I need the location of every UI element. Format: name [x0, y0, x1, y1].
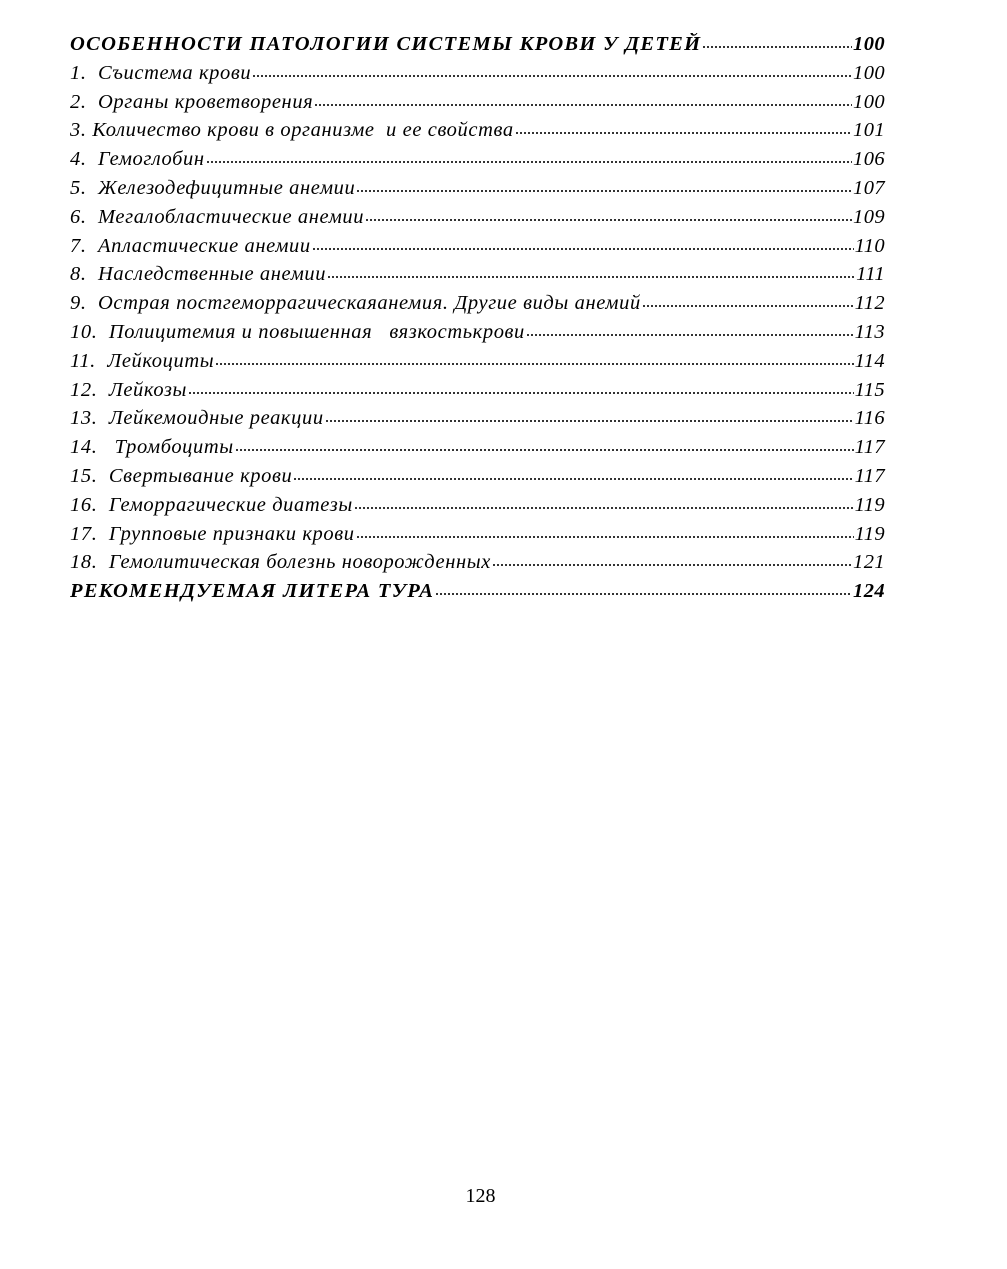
dot-leader: [526, 333, 854, 337]
dot-leader: [293, 477, 853, 481]
toc-entry: [70, 263, 885, 292]
toc-entry-page: 100: [853, 61, 885, 84]
toc-entry: [70, 91, 885, 120]
dot-leader: [702, 45, 852, 49]
toc-entry: [70, 465, 885, 494]
toc-entry: [70, 350, 885, 379]
toc-entry-title: 4. Гемоглобин: [70, 148, 205, 171]
toc-entry-page: 124: [853, 580, 885, 603]
toc-entry: [70, 206, 885, 235]
toc-entry-page: 117: [854, 436, 885, 459]
toc-entry: [70, 292, 885, 321]
toc-entry-title: 18. Гемолитическая болезнь новорожденных: [70, 551, 491, 574]
toc-entry: [70, 321, 885, 350]
toc-entry: [70, 119, 885, 148]
page-number: 128: [465, 1185, 496, 1207]
dot-leader: [235, 448, 854, 452]
toc-entry: [70, 551, 885, 580]
toc-entry-page: 101: [853, 119, 885, 142]
toc-entry-title: 12. Лейкозы: [70, 378, 187, 401]
toc-entry-title: РЕКОМЕНДУЕМАЯ ЛИТЕРА ТУРА: [70, 580, 435, 603]
dot-leader: [365, 218, 852, 222]
toc-entry-page: 113: [854, 320, 885, 343]
dot-leader: [188, 391, 854, 395]
toc-entry-title: 6. Мегалобластические анемии: [70, 205, 365, 228]
toc-entry: [70, 177, 885, 206]
dot-leader: [354, 506, 854, 510]
toc-entry-page: 111: [856, 263, 885, 286]
toc-entry-page: 100: [853, 33, 885, 55]
toc-entry-title: 14. Тромбоциты: [70, 436, 234, 459]
toc-entry-title: 3. Количество крови в организме и ее свойства: [70, 119, 514, 142]
toc-entry-title: 15. Свертывание крови: [70, 464, 293, 487]
toc-entry-page: 107: [853, 176, 885, 199]
toc-entry-title: 1. Съистема крови: [70, 61, 252, 84]
toc-entry: [70, 494, 885, 523]
toc-entry-page: 106: [853, 148, 885, 171]
toc-entry-title: 10. Полицитемия и повышенная вязкостькрови: [70, 320, 525, 343]
toc-entry-title: 8. Наследственные анемии: [70, 263, 327, 286]
dot-leader: [642, 304, 854, 308]
toc-entry: [70, 62, 885, 91]
toc-entry-page: 109: [853, 205, 885, 228]
toc-entry-title: 9. Острая постгеморрагическаяанемия. Другие виды анемий: [70, 292, 641, 315]
toc-entry-title: 5. Железодефицитные анемии: [70, 176, 356, 199]
toc-entry-page: 114: [854, 349, 885, 372]
toc-entry-title: 11. Лейкоциты: [70, 349, 215, 372]
toc-section-heading: [70, 33, 885, 62]
dot-leader: [356, 535, 854, 539]
toc-entry: [70, 235, 885, 264]
toc-entry-page: 121: [853, 551, 885, 574]
toc-entry: [70, 407, 885, 436]
toc-entry: [70, 379, 885, 408]
toc-entry-page: 119: [854, 493, 885, 516]
dot-leader: [435, 592, 852, 596]
table-of-contents: [70, 33, 885, 609]
toc-entry-page: 115: [854, 378, 885, 401]
toc-entry-page: 100: [853, 90, 885, 113]
toc-entry-page: 110: [854, 234, 885, 257]
toc-entry-title: 13. Лейкемоидные реакции: [70, 407, 324, 430]
toc-entry-page: 117: [854, 464, 885, 487]
toc-entry-title: 16. Геморрагические диатезы: [70, 493, 353, 516]
dot-leader: [325, 419, 854, 423]
toc-entry-title: ОСОБЕННОСТИ ПАТОЛОГИИ СИСТЕМЫ КРОВИ У ДЕТЕЙ: [70, 33, 702, 55]
toc-entry: [70, 523, 885, 552]
dot-leader: [314, 103, 852, 107]
toc-entry: [70, 148, 885, 177]
toc-entry-title: 17. Групповые признаки крови: [70, 522, 355, 545]
dot-leader: [492, 563, 852, 567]
dot-leader: [356, 189, 852, 193]
dot-leader: [206, 160, 852, 164]
toc-entry: [70, 436, 885, 465]
toc-entry-page: 119: [854, 522, 885, 545]
toc-entry-page: 112: [854, 292, 885, 315]
toc-entry-page: 116: [854, 407, 885, 430]
dot-leader: [252, 74, 852, 78]
toc-entry-title: 2. Органы кроветворения: [70, 90, 314, 113]
dot-leader: [327, 275, 855, 279]
dot-leader: [312, 247, 854, 251]
toc-entry-title: 7. Апластические анемии: [70, 234, 311, 257]
dot-leader: [215, 362, 853, 366]
toc-section-heading: [70, 580, 885, 609]
dot-leader: [515, 131, 852, 135]
